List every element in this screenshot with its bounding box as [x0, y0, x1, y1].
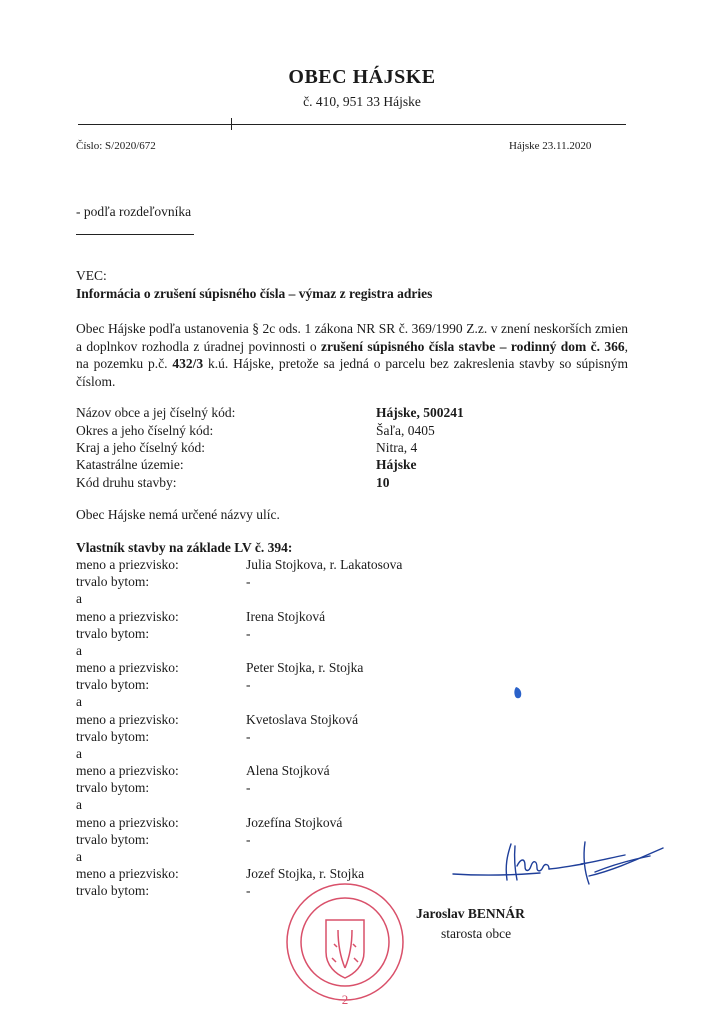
info-label: Okres a jeho číselný kód: — [76, 423, 214, 438]
owner-residence-label: trvalo bytom: — [76, 574, 150, 589]
info-value: Hájske — [376, 457, 417, 472]
body-text-part: , na pozemku p.č. — [76, 338, 629, 371]
owner-residence: - — [246, 780, 251, 795]
owner-residence-label: trvalo bytom: — [76, 883, 150, 898]
subject-title: Informácia o zrušení súpisného čísla – výmaz z registra adries — [76, 286, 433, 301]
owner-residence: - — [246, 729, 251, 744]
owner-name-label: meno a priezvisko: — [76, 609, 179, 624]
owner-name: Jozefína Stojková — [246, 815, 343, 830]
owner-connector: a — [76, 643, 82, 658]
handwritten-signature — [445, 836, 670, 896]
header-divider — [78, 124, 626, 125]
owner-residence: - — [246, 574, 251, 589]
signatory-role: starosta obce — [441, 926, 512, 941]
no-streets-note: Obec Hájske nemá určené názvy ulíc. — [76, 507, 280, 522]
municipality-name: OBEC HÁJSKE — [288, 66, 436, 88]
owner-name: Kvetoslava Stojková — [246, 712, 359, 727]
reference-number: Číslo: S/2020/672 — [76, 140, 156, 152]
owner-name: Alena Stojková — [246, 763, 330, 778]
owner-connector: a — [76, 694, 82, 709]
signatory-name: Jaroslav BENNÁR — [416, 906, 525, 921]
owner-connector: a — [76, 746, 82, 761]
owner-name: Julia Stojkova, r. Lakatosova — [246, 557, 403, 572]
owner-name: Peter Stojka, r. Stojka — [246, 660, 364, 675]
recipients: - podľa rozdeľovníka — [76, 204, 192, 219]
official-stamp — [282, 878, 408, 1010]
info-label: Kraj a jeho číselný kód: — [76, 440, 205, 455]
owner-residence-label: trvalo bytom: — [76, 832, 150, 847]
body-bold-part: 432/3 — [172, 356, 204, 371]
body-bold-part: zrušení súpisného čísla stavbe – rodinný dom č. 366 — [321, 338, 625, 354]
info-value: 10 — [376, 475, 390, 490]
owner-connector: a — [76, 849, 82, 864]
info-label: Katastrálne územie: — [76, 457, 184, 472]
body-paragraph — [76, 320, 628, 390]
info-label: Názov obce a jej číselný kód: — [76, 405, 236, 420]
owner-name: Irena Stojková — [246, 609, 326, 624]
recipients-underline — [76, 234, 194, 235]
owner-name-label: meno a priezvisko: — [76, 866, 179, 881]
owner-residence: - — [246, 832, 251, 847]
owner-name-label: meno a priezvisko: — [76, 815, 179, 830]
owner-name: Jozef Stojka, r. Stojka — [246, 866, 365, 881]
municipality-address: č. 410, 951 33 Hájske — [303, 94, 421, 109]
owner-residence: - — [246, 626, 251, 641]
info-value: Šaľa, 0405 — [376, 423, 435, 438]
owner-name-label: meno a priezvisko: — [76, 660, 179, 675]
owner-residence-label: trvalo bytom: — [76, 677, 150, 692]
owner-connector: a — [76, 591, 82, 606]
owner-residence-label: trvalo bytom: — [76, 729, 150, 744]
body-text-part: Obec Hájske podľa ustanovenia § 2c ods. 1 zákona NR SR č. 369/1990 Z.z. v znení neskorších zmien a doplnkov rozhodla z úradnej povinnosti o — [76, 321, 628, 354]
owner-name-label: meno a priezvisko: — [76, 712, 179, 727]
ink-blot — [513, 686, 525, 700]
owner-residence-label: trvalo bytom: — [76, 626, 150, 641]
info-label: Kód druhu stavby: — [76, 475, 177, 490]
fold-mark — [231, 118, 232, 130]
owner-name-label: meno a priezvisko: — [76, 557, 179, 572]
owner-name-label: meno a priezvisko: — [76, 763, 179, 778]
stamp-number: 2 — [341, 992, 349, 1007]
owner-residence: - — [246, 883, 251, 898]
owner-residence: - — [246, 677, 251, 692]
info-value: Hájske, 500241 — [376, 405, 464, 420]
subject-label: VEC: — [76, 268, 107, 283]
place-date: Hájske 23.11.2020 — [509, 140, 592, 152]
owner-connector: a — [76, 797, 82, 812]
info-value: Nitra, 4 — [376, 440, 418, 455]
body-text-part: k.ú. Hájske, pretože sa jedná o parcelu bez zakreslenia stavby so súpisným číslom. — [76, 356, 628, 389]
owners-heading: Vlastník stavby na základe LV č. 394: — [76, 540, 293, 555]
owner-residence-label: trvalo bytom: — [76, 780, 150, 795]
